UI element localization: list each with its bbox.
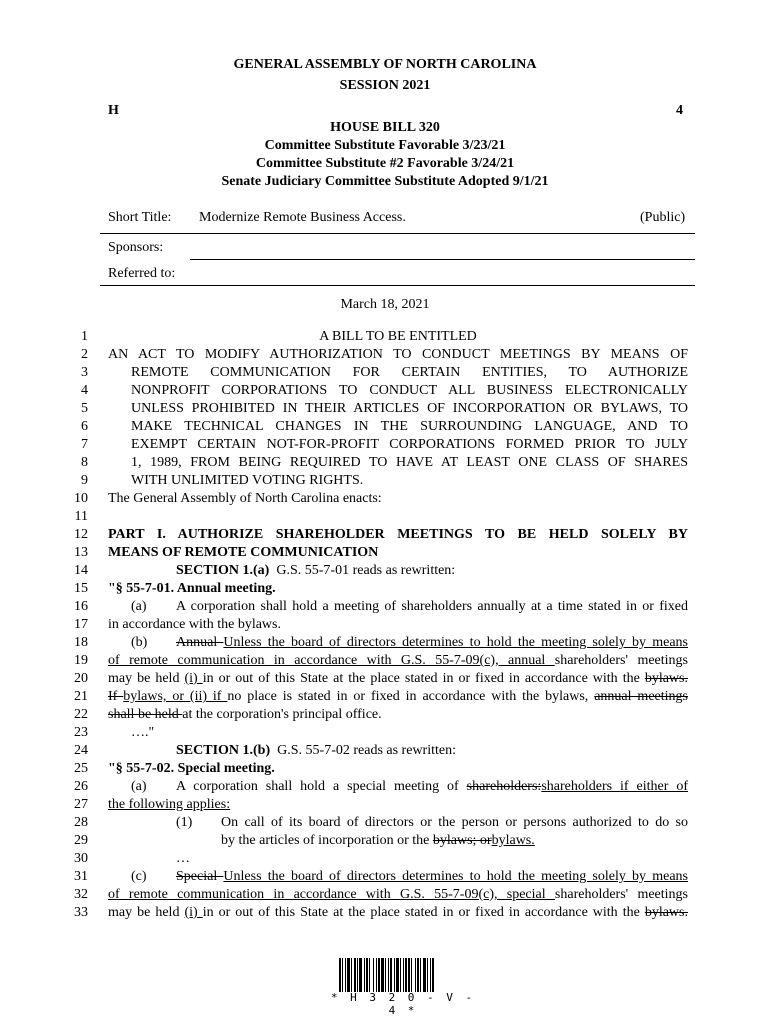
line-number: 25: [74, 761, 88, 776]
statute-text: [176, 779, 688, 795]
statute-text: [176, 635, 688, 651]
line-number: 31: [74, 869, 88, 884]
line-number: 13: [74, 545, 88, 560]
ellipsis: ….": [131, 725, 155, 740]
statute-text: [108, 797, 230, 813]
section-text: G.S. 55-7-02 reads as rewritten:: [277, 743, 456, 758]
line-number: 21: [74, 689, 88, 704]
line-number: 20: [74, 671, 88, 686]
short-title-label: Short Title:: [108, 210, 172, 225]
sponsors-label: Sponsors:: [108, 240, 164, 255]
statute-text: [108, 671, 688, 687]
statute-text: [221, 833, 535, 849]
divider: [100, 285, 695, 286]
line-number: 7: [81, 437, 88, 452]
section-text: G.S. 55-7-01 reads as rewritten:: [276, 563, 456, 578]
subsection-label: (a): [131, 779, 147, 794]
plain-text: in or out of this State at the place stated in or fixed in accordance with the: [202, 671, 645, 686]
statute-text: [108, 707, 382, 723]
statute-text: [108, 689, 688, 705]
substitute-2: Committee Substitute #2 Favorable 3/24/21: [255, 156, 515, 171]
part-heading: PART I. AUTHORIZE SHAREHOLDER MEETINGS TO BE HELD SOLELY BY: [108, 527, 688, 542]
line-number: 15: [74, 581, 88, 596]
bill-entitled: A BILL TO BE ENTITLED: [319, 329, 477, 344]
line-number: 23: [74, 725, 88, 740]
act-title-line: AN ACT TO MODIFY AUTHORIZATION TO CONDUCT MEETINGS BY MEANS OF: [108, 347, 688, 362]
inserted-text: bylaws, or (ii) if: [123, 689, 228, 704]
inserted-text: (i): [184, 671, 203, 686]
line-number: 2: [81, 347, 88, 362]
subsection-label: (c): [131, 869, 147, 884]
subsection-label: (b): [131, 635, 148, 650]
line-number: 26: [74, 779, 88, 794]
deleted-text: shall be held: [108, 707, 183, 722]
assembly-title: GENERAL ASSEMBLY OF NORTH CAROLINA: [233, 57, 537, 72]
inserted-text: of remote communication in accordance with G.S. 55-7-09(c), special: [108, 887, 555, 902]
chamber-letter: H: [108, 103, 119, 118]
referred-label: Referred to:: [108, 266, 176, 281]
line-number: 6: [81, 419, 88, 434]
line-number: 14: [74, 563, 88, 578]
bill-number: HOUSE BILL 320: [330, 120, 440, 135]
line-number: 10: [74, 491, 88, 506]
plain-text: at the corporation's principal office.: [182, 707, 382, 722]
line-number: 1: [81, 329, 88, 344]
statute-text: [108, 887, 688, 903]
line-number: 9: [81, 473, 88, 488]
line-number: 8: [81, 455, 88, 470]
plain-text: may be held: [108, 905, 185, 920]
statute-text: [108, 905, 688, 921]
act-title-line: NONPROFIT CORPORATIONS TO CONDUCT ALL BUSINESS ELECTRONICALLY: [131, 383, 688, 398]
line-number: 24: [74, 743, 88, 758]
divider: [100, 233, 695, 234]
deleted-text: annual meetings: [594, 689, 688, 704]
deleted-text: shareholders:: [466, 779, 542, 794]
line-number: 28: [74, 815, 88, 830]
statute-text: in accordance with the bylaws.: [108, 617, 281, 632]
line-number: 18: [74, 635, 88, 650]
plain-text: may be held: [108, 671, 185, 686]
line-number: 19: [74, 653, 88, 668]
version-number: 4: [676, 103, 683, 118]
plain-text: shareholders' meetings: [554, 653, 688, 668]
barcode-bar: [434, 958, 435, 992]
session-title: SESSION 2021: [339, 78, 431, 93]
part-heading: MEANS OF REMOTE COMMUNICATION: [108, 545, 379, 560]
deleted-text: Annual: [176, 635, 224, 650]
inserted-text: shareholders if either of: [541, 779, 688, 794]
public-label: (Public): [640, 210, 686, 225]
inserted-text: bylaws.: [491, 833, 535, 848]
line-number: 32: [74, 887, 88, 902]
line-number: 29: [74, 833, 88, 848]
line-number: 22: [74, 707, 88, 722]
statute-text: [176, 869, 688, 885]
deleted-text: bylaws.: [644, 671, 688, 686]
section-number: SECTION 1.(b): [176, 743, 271, 758]
plain-text: no place is stated in or fixed in accordance with the bylaws,: [227, 689, 595, 704]
line-number: 30: [74, 851, 88, 866]
statute-text: [108, 653, 688, 669]
statute-heading: "§ 55-7-01. Annual meeting.: [108, 581, 276, 596]
line-number: 4: [81, 383, 88, 398]
deleted-text: Special: [176, 869, 224, 884]
line-number: 33: [74, 905, 88, 920]
short-title: Modernize Remote Business Access.: [199, 210, 406, 225]
inserted-text: the following applies:: [108, 797, 231, 812]
act-title-line: UNLESS PROHIBITED IN THEIR ARTICLES OF INCORPORATION OR BYLAWS, TO: [131, 401, 688, 416]
line-number: 5: [81, 401, 88, 416]
deleted-text: If: [108, 689, 124, 704]
item-label: (1): [176, 815, 193, 830]
deleted-text: bylaws; or: [432, 833, 492, 848]
substitute-1: Committee Substitute Favorable 3/23/21: [264, 138, 506, 153]
subsection-label: (a): [131, 599, 147, 614]
section-number: SECTION 1.(a): [176, 563, 270, 578]
act-title-line: 1, 1989, FROM BEING REQUIRED TO HAVE AT LEAST ONE CLASS OF SHARES: [131, 455, 688, 470]
statute-heading: "§ 55-7-02. Special meeting.: [108, 761, 275, 776]
barcode-text: * H 3 2 0 - V - 4 *: [330, 991, 476, 1017]
act-title-line: EXEMPT CERTAIN NOT-FOR-PROFIT CORPORATIONS FORMED PRIOR TO JULY: [131, 437, 688, 452]
section-line: [176, 563, 455, 579]
line-number: 17: [74, 617, 88, 632]
inserted-text: of remote communication in accordance with G.S. 55-7-09(c), annual: [108, 653, 555, 668]
deleted-text: bylaws.: [644, 905, 688, 920]
act-title-line: WITH UNLIMITED VOTING RIGHTS.: [131, 473, 364, 488]
plain-text: A corporation shall hold a special meeting of: [176, 779, 467, 794]
ellipsis: …: [176, 851, 190, 866]
plain-text: shareholders' meetings: [554, 887, 688, 902]
filing-date: March 18, 2021: [340, 297, 430, 312]
inserted-text: Unless the board of directors determines to hold the meeting solely by means: [223, 635, 688, 650]
plain-text: by the articles of incorporation or the: [221, 833, 433, 848]
line-number: 27: [74, 797, 88, 812]
barcode: [339, 958, 467, 992]
inserted-text: (i): [184, 905, 203, 920]
inserted-text: Unless the board of directors determines to hold the meeting solely by means: [223, 869, 688, 884]
section-line: [176, 743, 456, 759]
line-number: 11: [74, 509, 88, 524]
line-number: 16: [74, 599, 88, 614]
act-title-line: MAKE TECHNICAL CHANGES IN THE SURROUNDING LANGUAGE, AND TO: [131, 419, 688, 434]
statute-text: A corporation shall hold a meeting of shareholders annually at a time stated in or fixed: [176, 599, 688, 614]
statute-text: On call of its board of directors or the person or persons authorized to do so: [221, 815, 688, 830]
substitute-3: Senate Judiciary Committee Substitute Adopted 9/1/21: [221, 174, 549, 189]
line-number: 3: [81, 365, 88, 380]
divider: [190, 259, 695, 260]
act-title-line: REMOTE COMMUNICATION FOR CERTAIN ENTITIES, TO AUTHORIZE: [131, 365, 688, 380]
line-number: 12: [74, 527, 88, 542]
enacting-clause: The General Assembly of North Carolina enacts:: [108, 491, 382, 506]
plain-text: in or out of this State at the place stated in or fixed in accordance with the: [202, 905, 645, 920]
